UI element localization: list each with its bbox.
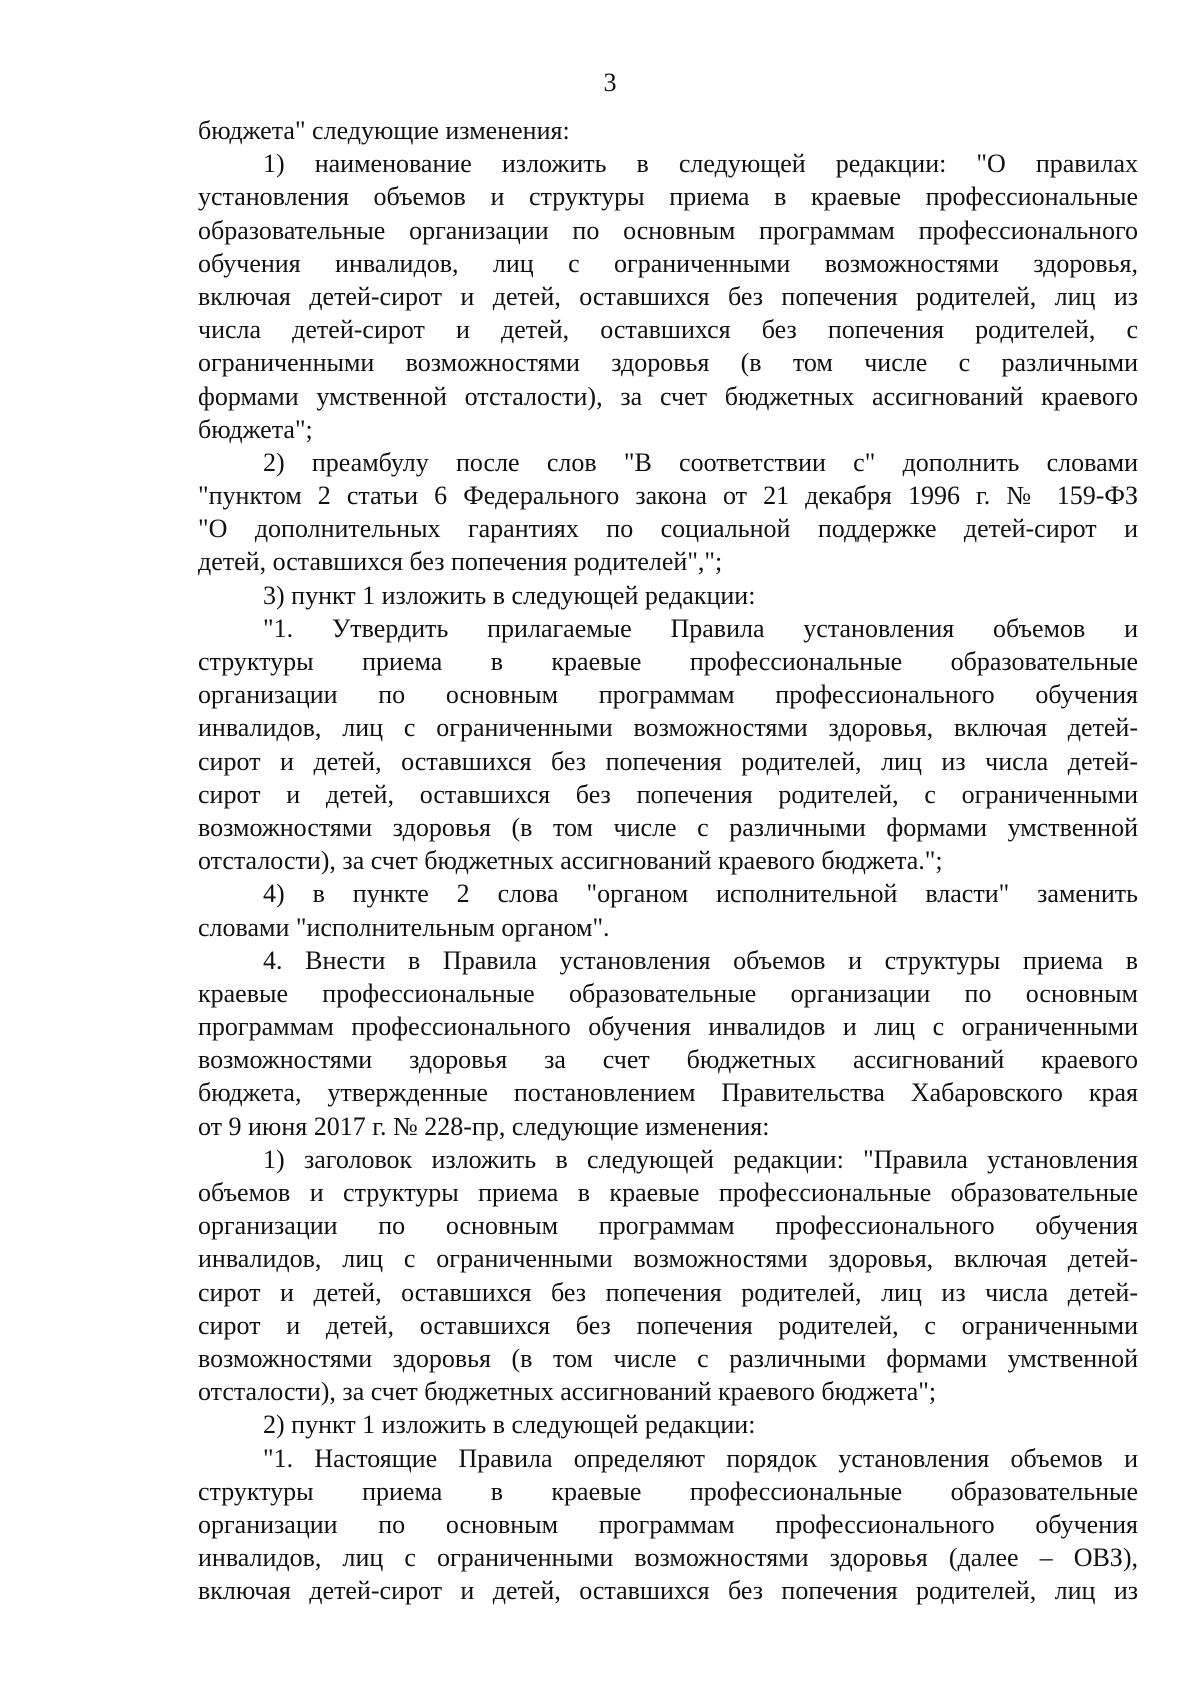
- text-line: включая детей-сирот и детей, оставшихся без попечения родителей, лиц из: [198, 281, 1138, 311]
- text-line: числа детей-сирот и детей, оставшихся без попечения родителей, с: [198, 315, 1138, 345]
- text-line: отсталости), за счет бюджетных ассигнований краевого бюджета";: [198, 1377, 937, 1407]
- text-line: структуры приема в краевые профессиональные образовательные: [198, 1476, 1138, 1506]
- text-line: "1. Настоящие Правила определяют порядок установления объемов и: [263, 1443, 1138, 1473]
- text-line: "О дополнительных гарантиях по социальной поддержке детей-сирот и: [198, 514, 1138, 544]
- text-line: сирот и детей, оставшихся без попечения родителей, с ограниченными: [198, 779, 1138, 809]
- text-line: отсталости), за счет бюджетных ассигнований краевого бюджета.";: [198, 846, 943, 876]
- text-line: организации по основным программам профессионального обучения: [198, 1509, 1138, 1539]
- text-line: программам профессионального обучения инвалидов и лиц с ограниченными: [198, 1012, 1138, 1042]
- text-line: организации по основным программам профессионального обучения: [198, 1211, 1138, 1241]
- text-line: "1. Утвердить прилагаемые Правила установления объемов и: [263, 613, 1138, 643]
- text-line: возможностями здоровья за счет бюджетных ассигнований краевого: [198, 1045, 1138, 1075]
- text-line: сирот и детей, оставшихся без попечения родителей, с ограниченными: [198, 1310, 1138, 1340]
- text-line: включая детей-сирот и детей, оставшихся без попечения родителей, лиц из: [198, 1576, 1138, 1606]
- text-line: 1) заголовок изложить в следующей редакции: "Правила установления: [263, 1144, 1138, 1174]
- text-line: 2) преамбулу после слов "В соответствии с" дополнить словами: [263, 447, 1138, 477]
- text-line: инвалидов, лиц с ограниченными возможностями здоровья, включая детей-: [198, 1244, 1138, 1274]
- text-line: возможностями здоровья (в том числе с различными формами умственной: [198, 1343, 1138, 1373]
- text-line: 4. Внести в Правила установления объемов и структуры приема в: [263, 945, 1138, 975]
- text-line: образовательные организации по основным программам профессионального: [198, 215, 1138, 245]
- text-line: 3) пункт 1 изложить в следующей редакции:: [263, 580, 756, 610]
- text-line: организации по основным программам профессионального обучения: [198, 680, 1138, 710]
- text-line: возможностями здоровья (в том числе с различными формами умственной: [198, 812, 1138, 842]
- text-line: установления объемов и структуры приема в краевые профессиональные: [198, 182, 1138, 212]
- text-line: "пунктом 2 статьи 6 Федерального закона от 21 декабря 1996 г. № 159-ФЗ: [198, 481, 1138, 511]
- text-line: структуры приема в краевые профессиональные образовательные: [198, 647, 1138, 676]
- text-line: ограниченными возможностями здоровья (в том числе с различными: [198, 348, 1138, 378]
- text-line: инвалидов, лиц с ограниченными возможностями здоровья, включая детей-: [198, 713, 1138, 743]
- text-line: 4) в пункте 2 слова "органом исполнительной власти" заменить: [263, 879, 1138, 909]
- text-line: 2) пункт 1 изложить в следующей редакции:: [263, 1410, 756, 1440]
- text-line: инвалидов, лиц с ограниченными возможностями здоровья (далее – ОВЗ),: [198, 1543, 1138, 1573]
- text-line: бюджета";: [198, 414, 313, 444]
- text-line: 1) наименование изложить в следующей редакции: "О правилах: [263, 149, 1138, 179]
- text-line: формами умственной отсталости), за счет бюджетных ассигнований краевого: [198, 381, 1138, 411]
- text-line: словами "исполнительным органом".: [198, 912, 610, 942]
- text-line: сирот и детей, оставшихся без попечения родителей, лиц из числа детей-: [198, 1277, 1138, 1307]
- text-line: от 9 июня 2017 г. № 228-пр, следующие изменения:: [198, 1111, 770, 1141]
- text-line: обучения инвалидов, лиц с ограниченными возможностями здоровья,: [198, 248, 1138, 278]
- text-line: бюджета, утвержденные постановлением Правительства Хабаровского края: [198, 1078, 1138, 1108]
- page-number: 3: [603, 68, 617, 97]
- text-line: сирот и детей, оставшихся без попечения родителей, лиц из числа детей-: [198, 746, 1138, 776]
- text-line: краевые профессиональные образовательные организации по основным: [198, 978, 1138, 1008]
- text-line: бюджета" следующие изменения:: [198, 116, 570, 145]
- text-line: объемов и структуры приема в краевые профессиональные образовательные: [198, 1178, 1138, 1207]
- text-line: детей, оставшихся без попечения родителей",";: [198, 547, 723, 577]
- document-body: [198, 114, 1138, 1607]
